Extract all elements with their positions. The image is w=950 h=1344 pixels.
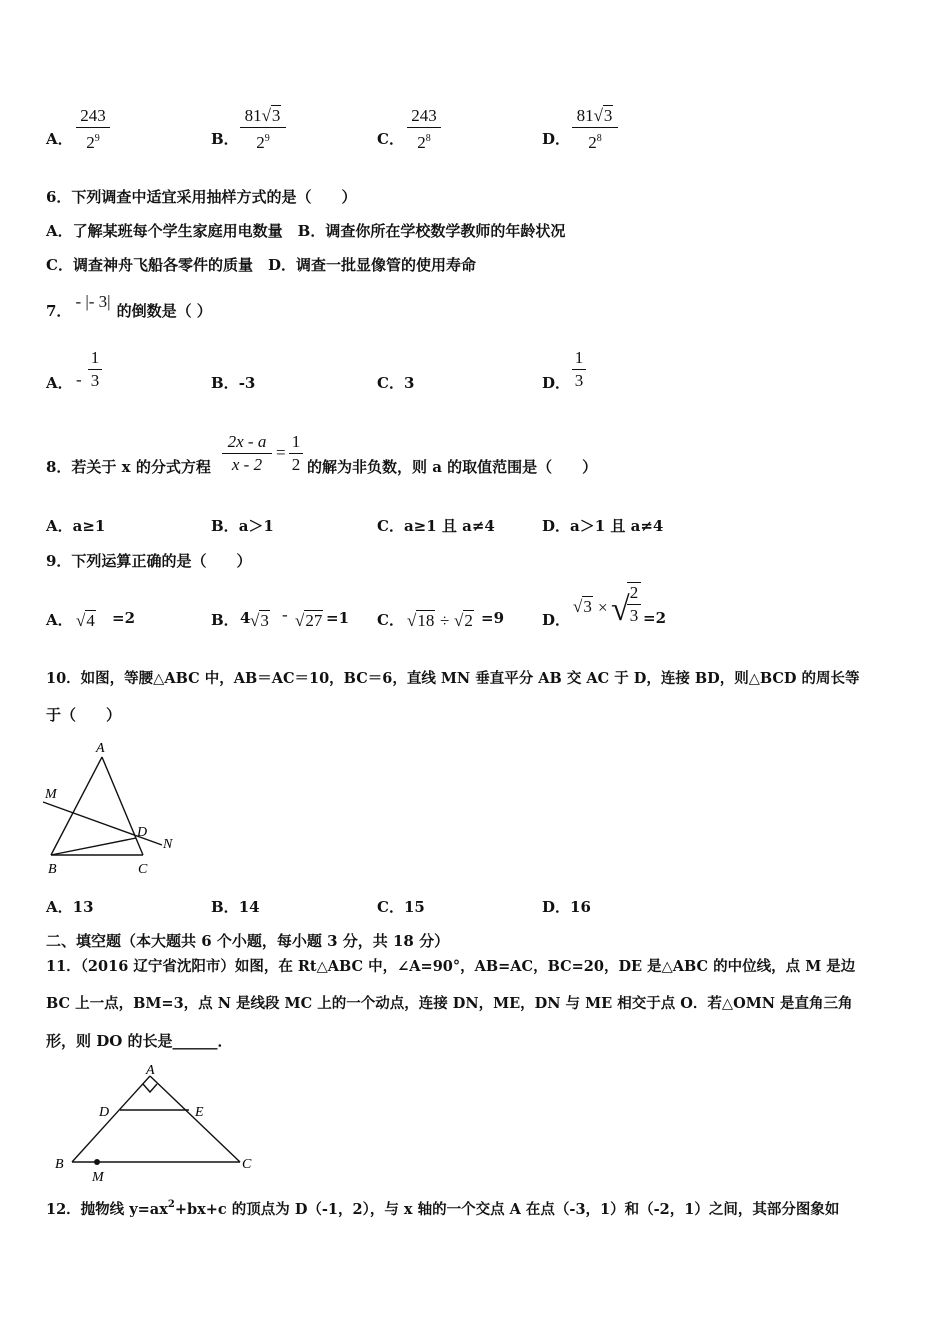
numerator: 1 [574,348,584,367]
q7-option-c[interactable]: C．3 [377,374,415,392]
label-a: A [146,1063,155,1078]
q8-option-d[interactable]: D．a＞1 且 a≠4 [542,517,664,535]
denominator-base: 2 [588,133,597,152]
q7-number: 7． [46,302,72,320]
segment-ab [51,757,102,855]
segment-ab [72,1076,150,1162]
q11-stem-line-3: 形，则 DO 的长是______． [46,1032,233,1050]
q10-option-c-value: 15 [403,898,425,916]
numerator: 2x - a [227,432,267,451]
q7-option-d-letter[interactable]: D． [542,374,571,392]
label-d: D [137,825,148,840]
q6-stem: 6．下列调查中适宜采用抽样方式的是（ ） [46,188,357,206]
q9-option-d-radical-sign: √ [611,591,630,628]
numerator-coefficient: 81 [576,106,594,125]
q7-option-a-sign: - [76,370,82,389]
q11-triangle-figure [50,1062,265,1184]
q12-stem [46,1198,839,1219]
q8-option-b-value: a＞1 [238,517,274,535]
numerator: 1 [291,432,301,451]
denominator: 3 [629,606,639,625]
q10-triangle-figure [40,735,190,880]
q8-option-c-value: a≥1 且 a≠4 [403,517,495,535]
q9-option-c-radical-1: √18 [407,611,435,630]
denominator-base: 2 [417,133,426,152]
q7-option-a-letter[interactable]: A． [46,374,73,392]
q7-expression: - |- 3| [75,292,111,311]
q10-option-b[interactable]: B．14 [211,898,260,916]
q10-option-d[interactable]: D．16 [542,898,591,916]
q9-option-d-times: × [598,598,608,617]
q9-option-c-letter[interactable]: C． [377,611,404,629]
q9-option-d-letter[interactable]: D． [542,611,571,629]
numerator: 243 [80,106,106,125]
numerator: 1 [90,348,100,367]
q10-stem-line-1: 10．如图，等腰△ABC 中，AB＝AC＝10，BC＝6，直线 MN 垂直平分 AB 交 AC 于 D，连接 BD，则△BCD 的周长等 [46,670,860,687]
q9-option-a-result: =2 [112,609,136,627]
segment-bd [51,838,136,855]
q9-option-b-result: =1 [326,609,350,627]
q10-stem-line-2: 于（ ） [46,706,122,724]
q5-option-b-letter[interactable]: B． [211,130,239,148]
label-m: M [92,1170,104,1184]
numerator: 243 [411,106,437,125]
q8-fraction-left [222,432,272,475]
q9-option-c-radical-2: √2 [454,611,473,630]
q9-option-d-radical: √3 [573,597,592,616]
q9-option-c-divide: ÷ [440,611,450,630]
q5-option-a-fraction [76,106,110,153]
q5-option-b-fraction: 81√3 $2^9$ [240,106,286,153]
label-m: M [45,787,57,802]
q8-equals-sign: = [276,443,286,462]
denominator-base: 2 [256,133,265,152]
denominator-exponent: 9 [264,133,270,144]
label-c: C [138,862,148,877]
q5-option-d-letter[interactable]: D． [542,130,571,148]
q10-option-c[interactable]: C．15 [377,898,425,916]
numerator: 2 [629,583,639,602]
point-m [94,1159,100,1165]
q9-option-b-letter[interactable]: B． [211,611,239,629]
q9-option-a-radical: √4 [76,611,95,630]
q12-exponent: 2 [167,1199,175,1210]
q9-option-d-fraction [627,582,641,626]
q8-option-a[interactable]: A．a≥1 [46,517,106,535]
denominator-exponent: 8 [596,133,602,144]
q7-stem [46,292,212,321]
q6-options-line-2[interactable]: C．调查神舟飞船各零件的质量 D．调查一批显像管的使用寿命 [46,256,476,274]
label-b: B [48,862,57,877]
label-d: D [99,1105,110,1120]
q5-option-d-fraction: 81√3 $2^8$ [572,106,618,153]
numerator-radicand: 3 [271,106,281,125]
q9-option-b-coefficient: 4 [240,609,251,627]
q7-option-a-fraction [88,348,102,391]
q9-stem: 9．下列运算正确的是（ ） [46,552,252,570]
q10-option-a-value: 13 [72,898,94,916]
q7-option-d-fraction [572,348,586,391]
q9-option-c-result: =9 [481,609,505,627]
q6-options-line-1[interactable]: A．了解某班每个学生家庭用电数量 B．调查你所在学校数学教师的年龄状况 [46,222,566,240]
numerator-radicand: 3 [603,106,613,125]
q8-option-c[interactable]: C．a≥1 且 a≠4 [377,517,495,535]
q8-stem-head: 8．若关于 x 的分式方程 [46,458,211,476]
label-c: C [242,1157,252,1172]
q10-option-a[interactable]: A．13 [46,898,94,916]
q9-option-a-letter[interactable]: A． [46,611,73,629]
label-a: A [96,741,105,756]
denominator: 3 [574,371,584,390]
q8-option-b[interactable]: B．a＞1 [211,517,274,535]
q7-option-c-value: 3 [403,374,415,392]
denominator: x - 2 [231,455,263,474]
denominator: 2 [291,455,301,474]
q12-stem-head: 12．抛物线 y=ax [46,1201,168,1218]
denominator-base: 2 [86,133,95,152]
q11-stem-line-1: 11．（2016 辽宁省沈阳市）如图，在 Rt△ABC 中，∠A=90°，AB=AC，BC=20，DE 是△ABC 的中位线，点 M 是边 [46,958,856,975]
q8-option-a-value: a≥1 [72,517,106,535]
q9-option-b-minus: - [282,605,288,624]
q12-stem-tail: +bx+c 的顶点为 D（-1，2），与 x 轴的一个交点 A 在点（-3，1）和（-2，1）之间，其部分图象如 [174,1201,840,1218]
q8-stem-tail: 的解为非负数，则 a 的取值范围是（ ） [307,458,598,476]
label-e: E [195,1105,204,1120]
q11-stem-line-2: BC 上一点，BM=3，点 N 是线段 MC 上的一个动点，连接 DN，ME，DN 与 ME 相交于点 O．若△OMN 是直角三角 [46,995,853,1012]
q10-option-d-value: 16 [570,898,591,916]
numerator-coefficient: 81 [244,106,262,125]
q7-option-b-value: -3 [238,374,256,392]
denominator-exponent: 8 [425,133,431,144]
label-n: N [163,837,173,852]
q7-stem-tail: 的倒数是（ ） [116,302,212,320]
q7-option-b[interactable]: B．-3 [211,374,256,392]
denominator-exponent: 9 [94,133,100,144]
q5-option-c-letter[interactable]: C． [377,130,404,148]
q9-option-b-radical-2: √27 [295,611,323,630]
denominator: 3 [90,371,100,390]
q8-fraction-right [289,432,303,475]
q10-option-b-value: 14 [238,898,260,916]
q5-option-a-letter[interactable]: A． [46,130,73,148]
q9-option-d-result: =2 [643,609,667,627]
label-b: B [55,1157,64,1172]
q9-option-b-radical-1: √3 [250,611,269,630]
q8-option-d-value: a＞1 且 a≠4 [570,517,664,535]
q5-option-c-fraction [407,106,441,153]
right-angle-mark [143,1084,157,1092]
section-2-title: 二、填空题（本大题共 6 个小题，每小题 3 分，共 18 分） [46,932,450,950]
